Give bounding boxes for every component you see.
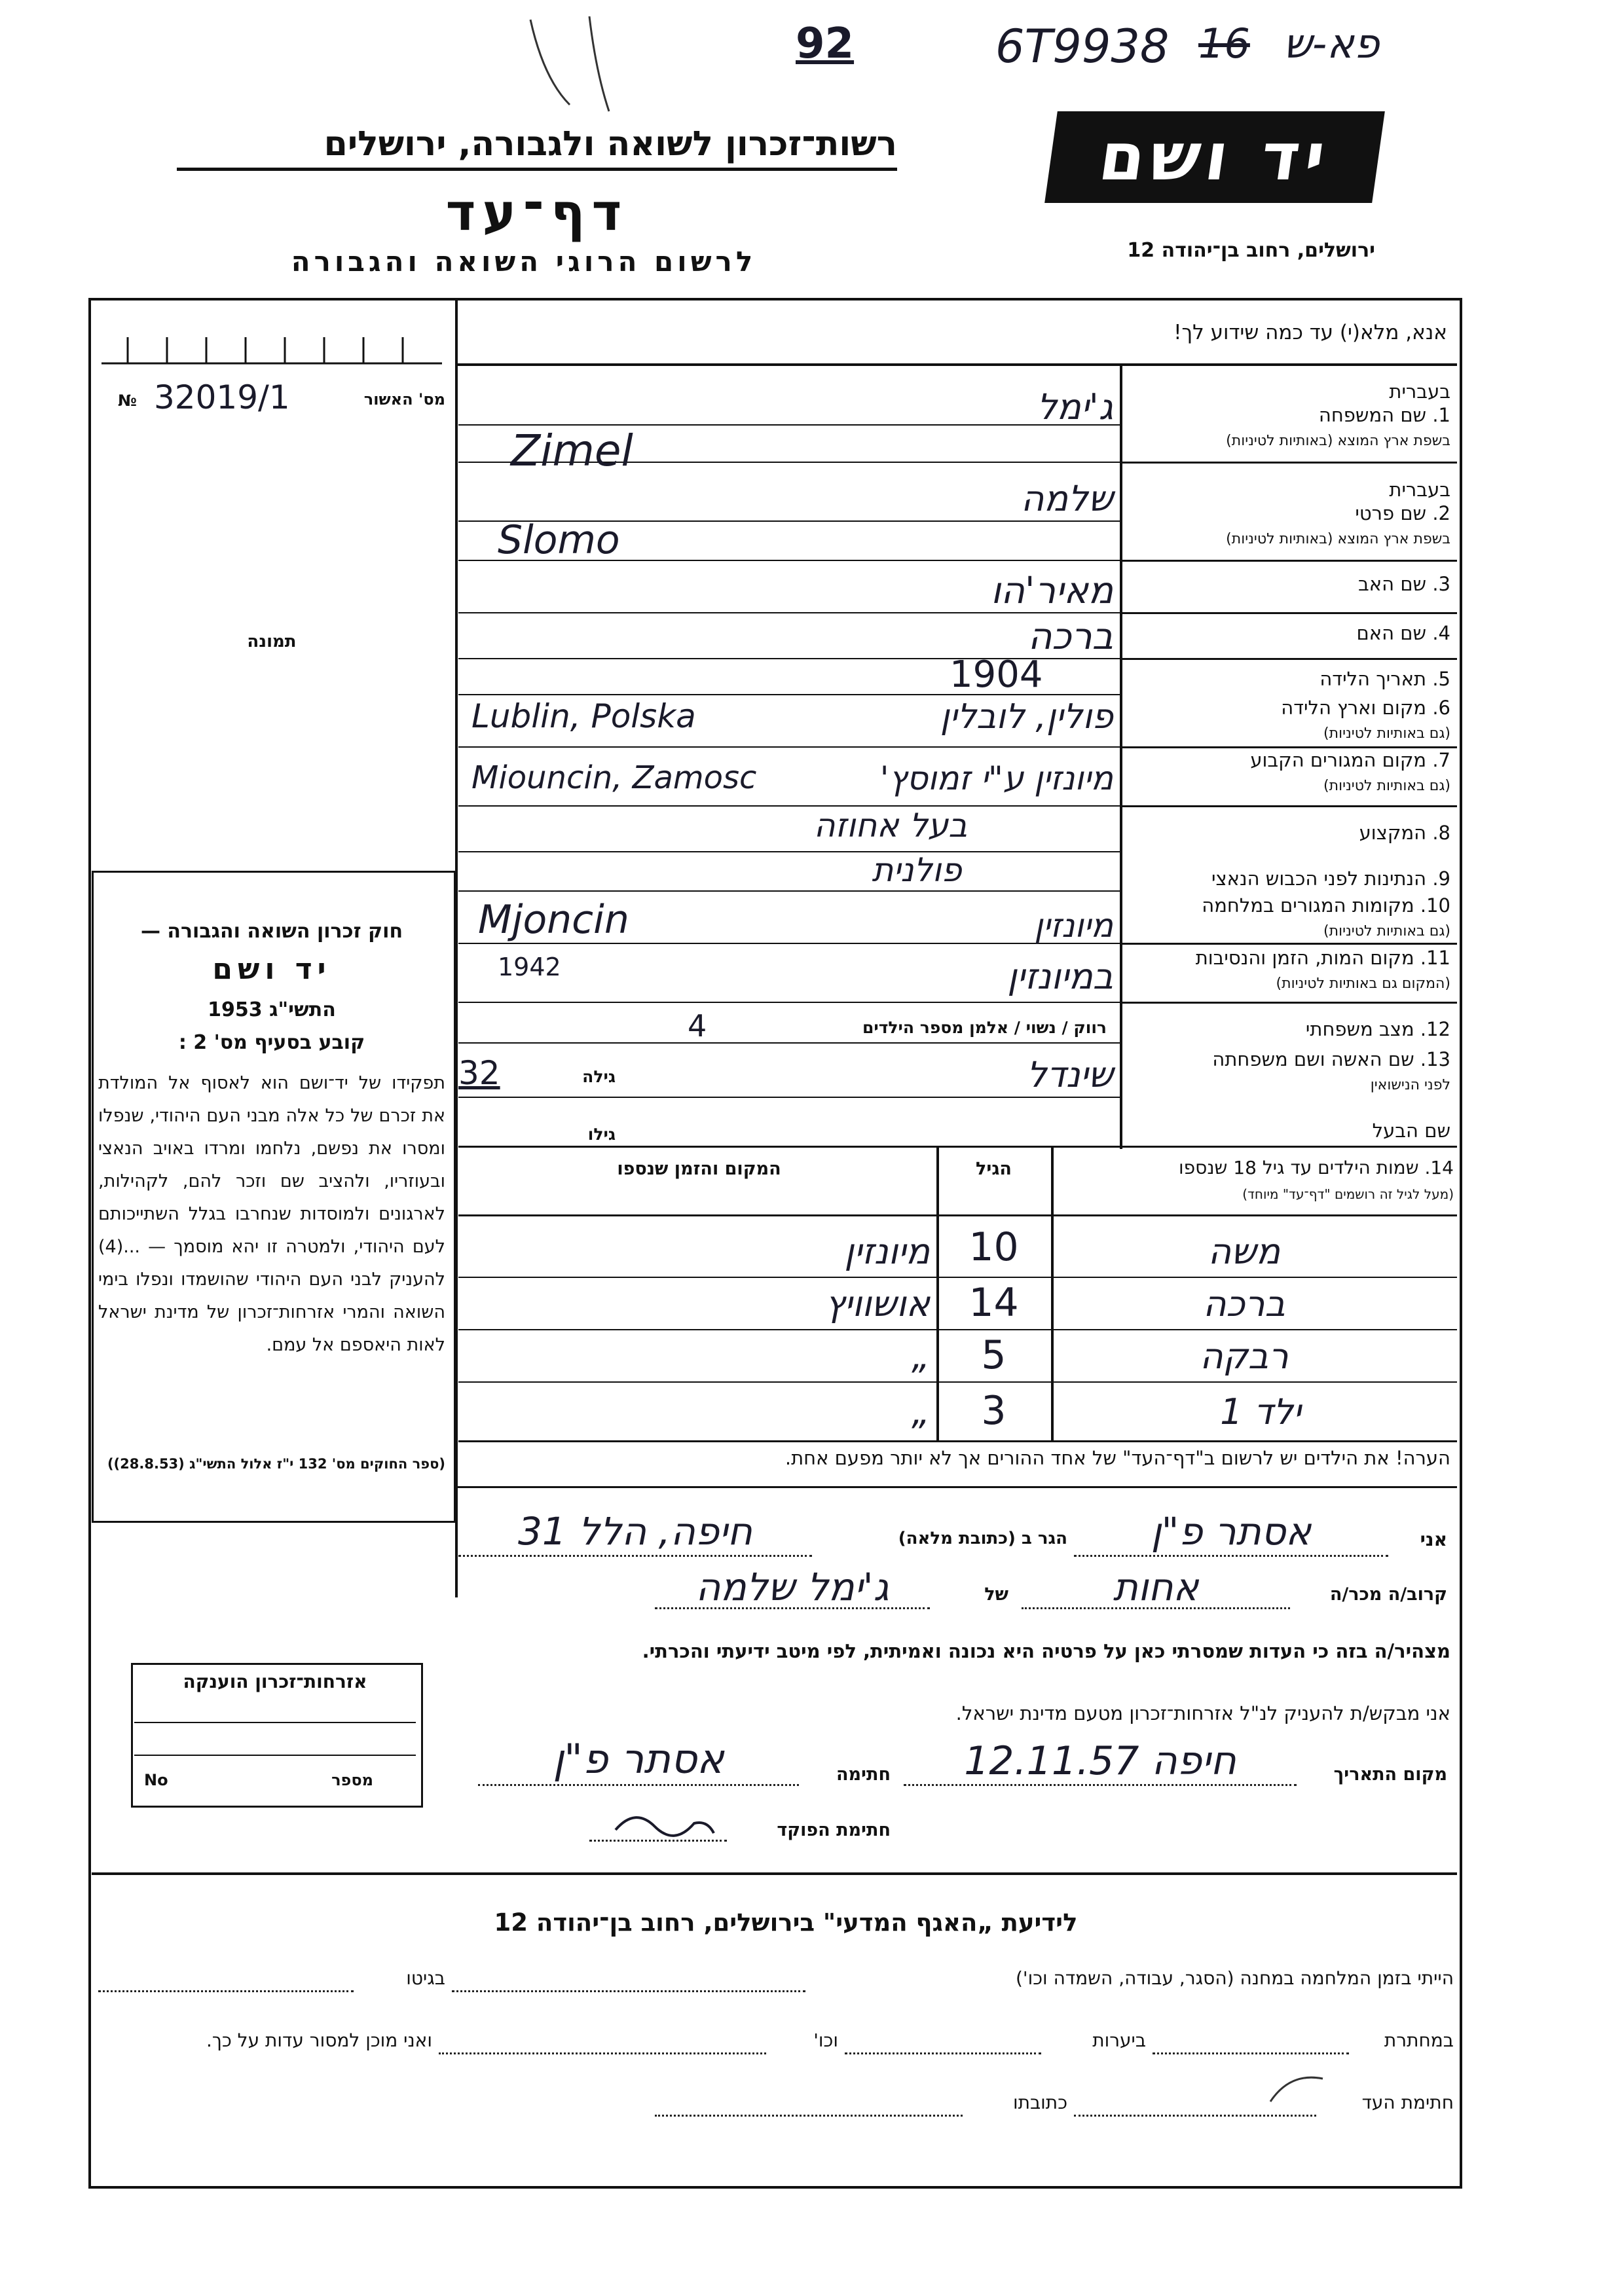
bottom-blank <box>1074 2115 1316 2117</box>
top-number: 92 <box>796 20 855 68</box>
children-row-line <box>458 1440 1457 1442</box>
officer-initials-icon <box>609 1804 720 1843</box>
surname-latin: Zimel <box>511 426 633 476</box>
children-header-line <box>458 1214 1457 1216</box>
wife-age: 32 <box>458 1054 500 1092</box>
husband-age-label: גילו <box>587 1125 616 1144</box>
bottom-line1-b: בגיטו <box>406 1967 445 1989</box>
witness-mark-icon <box>1264 2069 1329 2108</box>
child-1-place: מיונזין <box>844 1231 930 1272</box>
birthplace-hebrew: פולין, לובלין <box>940 697 1113 737</box>
children-age-col-left <box>936 1148 939 1442</box>
field-8-label: 8. המקצוע <box>1359 822 1450 844</box>
certificate-line <box>134 1722 416 1723</box>
occupation: בעל אחוזה <box>813 807 968 845</box>
field-10-label: 10. מקומות המגורים במלחמה (גם באותיות לטיניות) <box>1202 894 1450 939</box>
instructions: אנא, מלא(י) עד כמה שידוע לך! <box>1173 321 1447 344</box>
bottom-line2-b: ביערות <box>1092 2030 1146 2051</box>
law-footnote: (ספר החוקים מס' 132 י"ז אלול התשי"ג (28.8.53)) <box>107 1456 445 1472</box>
field-2-label: בעברית 2. שם פרטי בשפת ארץ המוצא (באותיות לטיניות) <box>1226 479 1450 547</box>
child-4-age: 3 <box>981 1388 1006 1434</box>
bottom-blank <box>845 2052 1041 2054</box>
top-note: פא-ש <box>1283 20 1380 67</box>
form-title: דף־עד <box>445 183 629 242</box>
wartime-residence-hebrew: מיונזין <box>1034 907 1113 945</box>
declarant-address-label: הגר ב (כתובת מלאה) <box>898 1529 1067 1548</box>
row-separator <box>1120 462 1457 464</box>
answer-line <box>458 851 1120 852</box>
firstname-hebrew: שלמה <box>1021 478 1113 519</box>
divider <box>455 363 1457 366</box>
bottom-blank <box>655 2115 963 2117</box>
yad-vashem-logo: יד ושם <box>1044 111 1385 203</box>
child-3-age: 5 <box>981 1332 1006 1378</box>
declarant-i-label: אני <box>1420 1529 1447 1550</box>
child-1-age: 10 <box>969 1224 1019 1270</box>
of-label: של <box>984 1584 1008 1605</box>
child-4-place: „ <box>912 1391 930 1432</box>
photo-label: תמונה <box>247 632 297 651</box>
request-text: אני מבקש/ת להעניק לנ"ל אזרחות־זכרון מטעם מדינת ישראל. <box>955 1702 1450 1724</box>
answer-line <box>458 1146 1457 1148</box>
signature-line <box>478 1784 799 1786</box>
certificate-number-mark: No <box>144 1771 168 1789</box>
officer-signature-label: חתימת הפוקד <box>777 1820 891 1840</box>
row-separator <box>1120 943 1457 945</box>
residence-hebrew: מיונזין ע"י זמוסץ' <box>879 759 1113 797</box>
bottom-blank <box>1153 2052 1349 2054</box>
registration-number: 32019/1 <box>154 378 290 416</box>
bottom-line3-a: חתימת העד <box>1361 2092 1454 2113</box>
law-title: חוק זכרון השואה והגבורה — <box>140 920 403 943</box>
label-column-divider <box>1120 363 1122 1149</box>
children-row-line <box>458 1329 1457 1330</box>
children-note: הערה! את הילדים יש לרשום ב"דף־העד" של אחד ההורים אך לא יותר מפעם אחת. <box>784 1447 1450 1469</box>
bottom-title: לידיעת „האגף המדעי" בירושלים, רחוב בן־יהודה 12 <box>494 1908 1078 1937</box>
field-5-label: 5. תאריך הלידה <box>1320 668 1450 690</box>
certificate-number-label: מספר <box>331 1771 373 1789</box>
bottom-line2-c: וכו' <box>813 2030 838 2051</box>
certificate-line <box>134 1755 416 1756</box>
child-3-place: „ <box>912 1336 930 1377</box>
answer-line <box>458 1042 1120 1044</box>
bottom-blank <box>439 2052 766 2054</box>
header-address: ירושלים, רחוב בן־יהודה 12 <box>1127 239 1375 262</box>
children-place-header: המקום והזמן שנספו <box>617 1159 781 1179</box>
nationality: פולנית <box>872 851 962 889</box>
row-separator <box>1120 658 1457 660</box>
relation-label: קרוב/ה מכר/ה <box>1329 1584 1447 1605</box>
field-7-label: 7. מקום המגורים הקבוע (גם באותיות לטיניות) <box>1250 749 1450 794</box>
child-3-name: רבקה <box>1200 1336 1289 1377</box>
child-2-name: ברכה <box>1203 1283 1285 1324</box>
note-line <box>455 1486 1457 1488</box>
child-4-name: ילד 1 <box>1220 1391 1301 1432</box>
declarant-address: חיפה, הלל 31 <box>518 1509 752 1554</box>
row-separator <box>1120 1002 1457 1004</box>
husband-label: שם הבעל <box>1372 1120 1450 1142</box>
bottom-blank <box>452 1990 805 1992</box>
law-subtitle: יד ושם <box>212 953 331 986</box>
certificate-title: אזרחות־זכרון הוענקה <box>183 1671 367 1692</box>
children-row-line <box>458 1277 1457 1278</box>
wife-age-label: גילה <box>582 1067 616 1086</box>
field-1-label: בעברית 1. שם המשפחה בשפת ארץ המוצא (באותיות לטיניות) <box>1226 380 1450 449</box>
field-4-label: 4. שם האם <box>1356 622 1450 644</box>
law-year: התשי"ג 1953 <box>208 998 336 1021</box>
answer-line <box>458 890 1120 892</box>
father-name: מאיר'הו <box>991 570 1113 612</box>
marital-options: רווק / נשוי / אלמן מספר הילדים <box>862 1018 1107 1037</box>
row-separator <box>1120 746 1457 748</box>
of-name: ג'ימל שלמה <box>695 1565 889 1609</box>
place-date-label: מקום התאריך <box>1333 1764 1447 1785</box>
children-row-line <box>458 1381 1457 1383</box>
place-date-value: חיפה 12.11.57 <box>964 1738 1236 1784</box>
bottom-blank <box>98 1990 354 1992</box>
row-separator <box>1120 805 1457 807</box>
children-title: 14. שמות הילדים עד גיל 18 שנספו (מעל לגיל זה רושמים "דף־עד" מיוחד) <box>1179 1157 1454 1202</box>
registration-label: מס' האשור <box>363 390 445 409</box>
death-place: במיונזין <box>1007 956 1113 997</box>
surname-hebrew: ג'ימל <box>1037 386 1113 428</box>
birth-date: 1904 <box>950 653 1043 696</box>
bottom-line2-d: ואני מוכן למסור עדות על כך. <box>206 2030 432 2051</box>
field-9-label: 9. הנתינות לפני הכבוש הנאצי <box>1211 867 1450 890</box>
law-clause: קובע בסעיף מס' 2 : <box>178 1031 365 1054</box>
children-age-col-right <box>1051 1148 1054 1442</box>
field-11-label: 11. מקום המות, הזמן והנסיבות (המקום גם באותיות לטיניות) <box>1195 947 1450 992</box>
registration-ticks <box>101 331 442 370</box>
relation-value: אחות <box>1113 1565 1199 1609</box>
answer-line <box>458 1097 1120 1098</box>
bottom-line3-b: כתובתו <box>1012 2092 1067 2113</box>
child-1-name: משה <box>1208 1231 1281 1272</box>
pen-scribble-icon <box>517 13 622 131</box>
answer-line <box>458 746 1120 748</box>
document-id: 6T9938 <box>995 20 1170 73</box>
struck-number: 16 <box>1198 20 1250 67</box>
firstname-latin: Slomo <box>498 517 620 563</box>
field-6-label: 6. מקום וארץ הלידה (גם באותיות לטיניות) <box>1281 697 1450 742</box>
place-date-line <box>904 1784 1297 1786</box>
declarant-signature: אסתר פ"ן <box>553 1735 724 1783</box>
birthplace-latin: Lublin, Polska <box>471 697 696 735</box>
death-year: 1942 <box>498 953 561 981</box>
declaration-text: מצהיר/ה בזה כי העדות שמסרתי כאן על פרטיה היא נכונה ואמיתית, לפי מיטב ידיעתי והכרתי. <box>642 1640 1450 1662</box>
number-of-children: 4 <box>688 1008 707 1044</box>
law-text: תפקידו של יד־ושם הוא לאסוף אל המולדת את זכרם של כל אלה מבני העם היהודי, שנפלו ומסרו את נפשם, נלחמו ומרדו באויב הנאצי ובעוזריו, ולהציב שם וזכר להם, לקהילות, לארגונים ולמוסדות שנחרבו בגלל השתייכותם לעם היהודי, ולמטרה זו יהא מוסמך — ...(4) להעניק לבני העם היהודי שהושמדו ונפלו בימי השואה והמרי אזרחות־זכרון של מדינת ישראל לאות היאספם אל עמם. <box>98 1073 445 1355</box>
signature-label: חתימה <box>836 1764 891 1785</box>
registration-no-mark: № <box>118 392 137 410</box>
bottom-line1-a: הייתי בזמן המלחמה במחנה (הסגר, עבודה, השמדה וכו') <box>1015 1967 1454 1989</box>
wife-name: שינדל <box>1026 1054 1113 1095</box>
field-12-label: 12. מצב משפחתי <box>1305 1018 1450 1040</box>
wartime-residence-latin: Mjoncin <box>478 897 629 943</box>
declarant-name-line <box>1074 1555 1388 1557</box>
bottom-line2-a: במחתרת <box>1384 2030 1454 2051</box>
child-2-age: 14 <box>969 1280 1019 1326</box>
declarant-address-line <box>458 1555 812 1557</box>
field-3-label: 3. שם האב <box>1358 573 1450 595</box>
residence-latin: Miouncin, Zamosc <box>471 759 757 796</box>
children-age-header: הגיל <box>976 1159 1012 1179</box>
mother-name: ברכה <box>1027 615 1113 658</box>
row-separator <box>1120 612 1457 614</box>
institution-name: רשות־זכרון לשואה ולגבורה, ירושלים <box>177 124 897 171</box>
bottom-divider <box>92 1872 1457 1875</box>
field-13-label: 13. שם האשה ושם משפחתה לפני הנישואין <box>1212 1048 1450 1093</box>
answer-line <box>458 612 1120 613</box>
child-2-place: אושוויץ <box>825 1283 930 1324</box>
form-subtitle: לרשום הרוגי השואה והגבורה <box>291 246 757 278</box>
row-separator <box>1120 560 1457 562</box>
answer-line <box>458 1002 1120 1003</box>
declarant-name: אסתר פ"ן <box>1151 1509 1312 1554</box>
